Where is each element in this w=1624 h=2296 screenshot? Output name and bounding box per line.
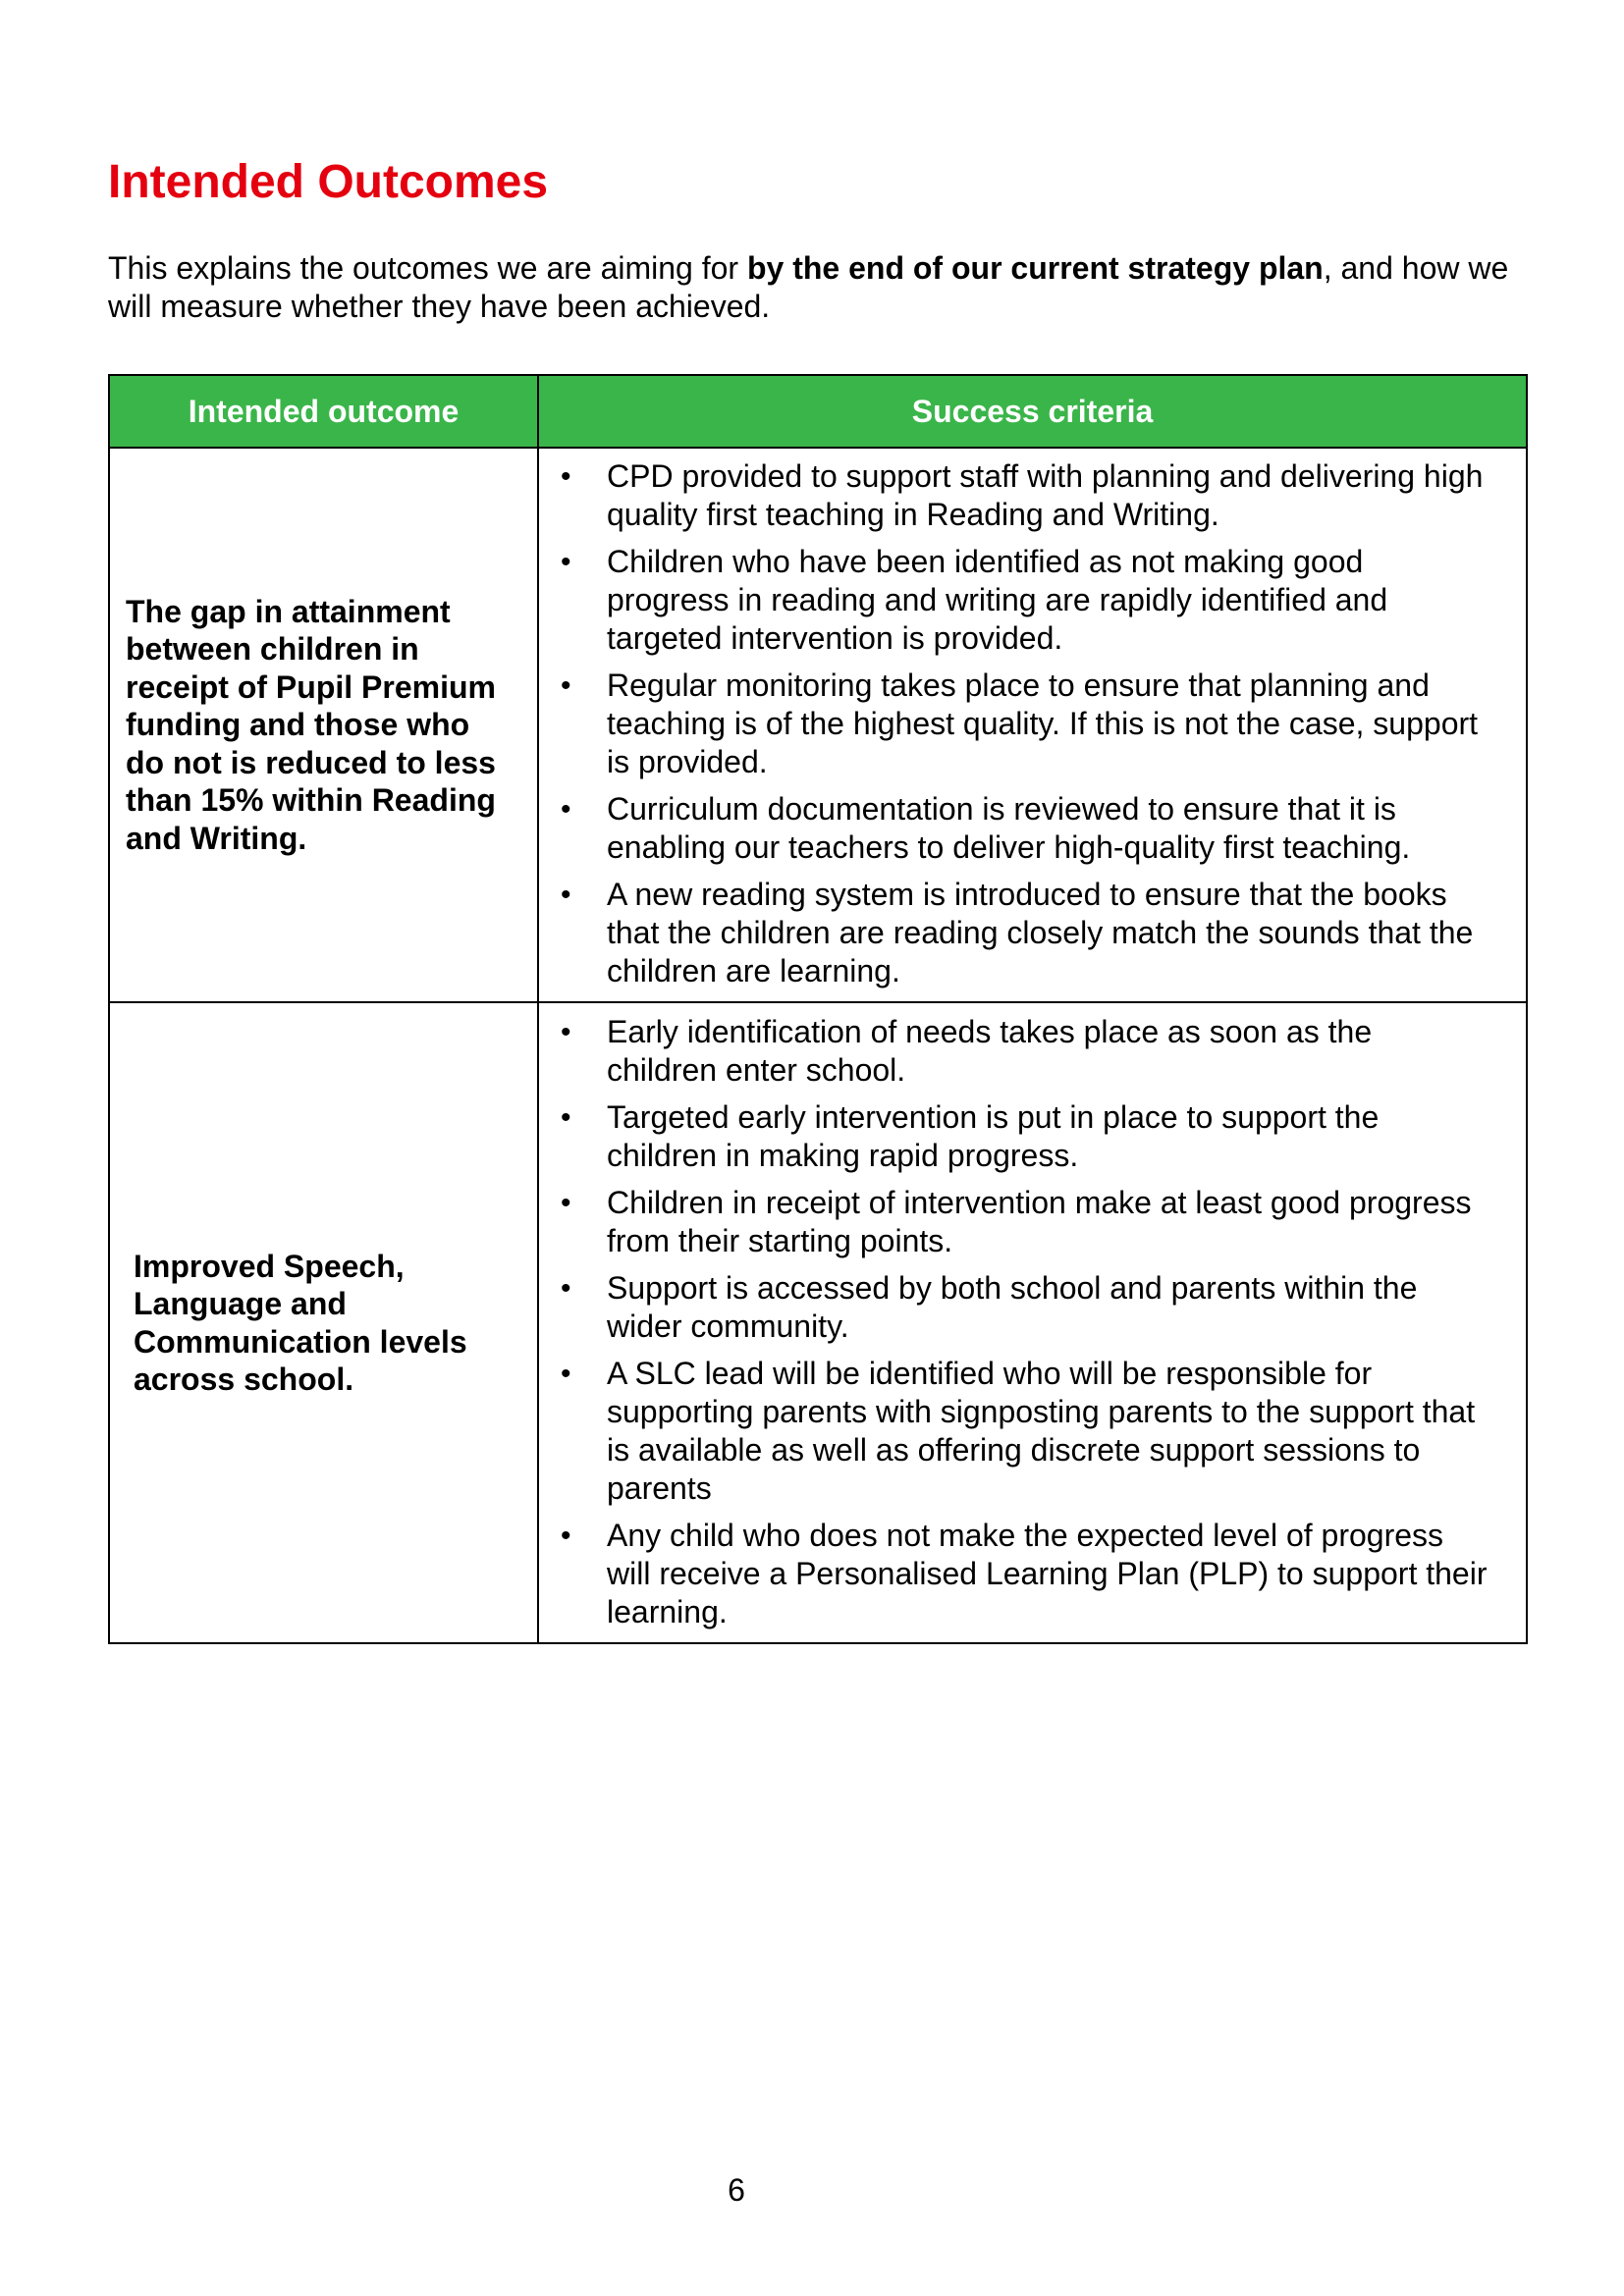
outcomes-table (108, 374, 1528, 1644)
intro-text-start: This explains the outcomes we are aiming for (108, 250, 747, 286)
criteria-text: Support is accessed by both school and parents within the wider community. (607, 1269, 1418, 1344)
table-row (109, 1002, 1527, 1643)
page-number: 6 (728, 2172, 745, 2208)
list-item (539, 1269, 1490, 1346)
list-item (539, 876, 1490, 990)
table-row (109, 448, 1527, 1002)
criteria-text: Regular monitoring takes place to ensure that planning and teaching is of the highest quality. If this is not the case, support is provided. (607, 667, 1479, 779)
list-item (539, 790, 1490, 867)
header-intended-outcome: Intended outcome (109, 375, 538, 448)
criteria-text: CPD provided to support staff with planning and delivering high quality first teaching in Reading and Writing. (607, 458, 1484, 532)
outcome-cell: The gap in attainment between children in receipt of Pupil Premium funding and those who do not is reduced to less than 15% within Reading and Writing. (109, 448, 538, 1002)
header-success-criteria: Success criteria (538, 375, 1527, 448)
table-header-row (109, 375, 1527, 448)
bullet-icon: • (561, 879, 571, 911)
bullet-icon: • (561, 1357, 571, 1390)
bullet-icon: • (561, 669, 571, 702)
list-item (539, 1355, 1490, 1508)
criteria-text: Early identification of needs takes place as soon as the children enter school. (607, 1013, 1373, 1088)
bullet-icon: • (561, 460, 571, 493)
intro-paragraph (108, 249, 1522, 326)
criteria-text: Children in receipt of intervention make at least good progress from their starting points. (607, 1184, 1472, 1258)
criteria-cell (538, 1002, 1527, 1643)
list-item (539, 543, 1490, 658)
page-title: Intended Outcomes (108, 156, 549, 208)
bullet-icon: • (561, 1519, 571, 1552)
criteria-text: Targeted early intervention is put in place to support the children in making rapid progress. (607, 1098, 1380, 1173)
list-item (539, 1098, 1490, 1175)
list-item (539, 1517, 1490, 1631)
criteria-text: Curriculum documentation is reviewed to ensure that it is enabling our teachers to deliver high-quality first teaching. (607, 791, 1411, 865)
bullet-icon: • (561, 546, 571, 578)
list-item (539, 1184, 1490, 1260)
criteria-list (539, 1013, 1490, 1631)
criteria-text: A new reading system is introduced to ensure that the books that the children are reading closely match the sounds that the children are learning. (607, 877, 1474, 988)
criteria-text: Any child who does not make the expected level of progress will receive a Personalised Learning Plan (PLP) to support their learning. (607, 1517, 1488, 1629)
bullet-icon: • (561, 793, 571, 826)
intro-text-end: , and how we will measure whether they have been achieved. (108, 250, 1509, 324)
criteria-text: A SLC lead will be identified who will be responsible for supporting parents with signposting parents to the support that is available as well as offering discrete support sessions to parents (607, 1355, 1476, 1506)
intro-text-bold: by the end of our current strategy plan (746, 250, 1324, 286)
criteria-cell (538, 448, 1527, 1002)
bullet-icon: • (561, 1015, 571, 1048)
outcome-cell: Improved Speech, Language and Communication levels across school. (109, 1002, 538, 1643)
list-item (539, 667, 1490, 781)
criteria-list (539, 457, 1490, 990)
bullet-icon: • (561, 1100, 571, 1134)
bullet-icon: • (561, 1186, 571, 1219)
list-item (539, 457, 1490, 534)
list-item (539, 1013, 1490, 1090)
criteria-text: Children who have been identified as not making good progress in reading and writing are rapidly identified and targeted intervention is provided. (607, 544, 1388, 656)
bullet-icon: • (561, 1271, 571, 1305)
